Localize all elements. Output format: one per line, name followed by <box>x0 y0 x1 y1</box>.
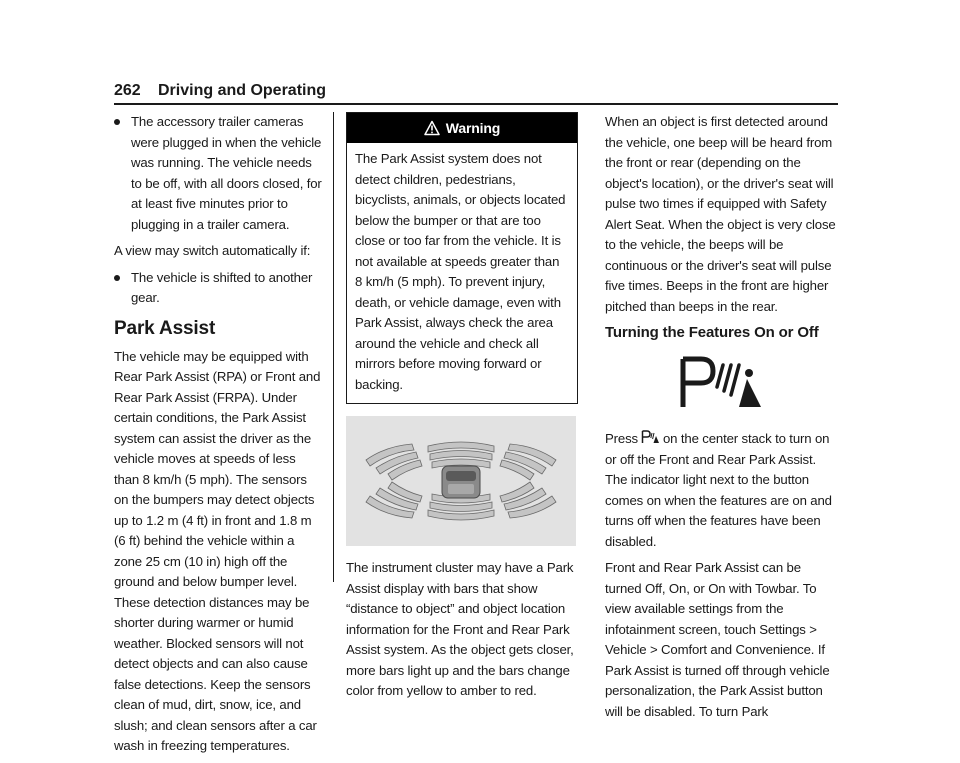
park-assist-icon <box>605 351 837 415</box>
warning-box <box>346 112 578 404</box>
section-title: Driving and Operating <box>158 82 327 99</box>
warning-title: Warning <box>445 119 501 136</box>
column-divider <box>333 112 334 582</box>
bullet-icon <box>114 275 120 281</box>
column-2 <box>346 112 578 708</box>
list-item <box>114 112 324 235</box>
column-3 <box>605 112 838 728</box>
park-assist-icon <box>641 430 659 444</box>
warning-triangle-icon <box>424 120 440 136</box>
section-heading: Park Assist <box>114 317 216 339</box>
paragraph: A view may switch automatically if: <box>114 243 311 258</box>
bullet-icon <box>114 119 120 125</box>
press-word: Press <box>605 431 638 446</box>
list-item-text: The accessory trailer cameras were plugged in when the vehicle was running. The vehicle needs to be off, with all doors closed, for at least five minutes prior to plugging in a trailer camera. <box>131 114 322 232</box>
park-assist-icon-large <box>605 351 837 415</box>
page-number: 262 <box>114 82 141 99</box>
park-assist-bars-diagram <box>346 416 576 546</box>
park-assist-display-graphic <box>346 416 576 546</box>
list-item <box>114 268 324 309</box>
paragraph: The vehicle may be equipped with Rear Park Assist (RPA) or Front and Rear Park Assist (FRPA). Under certain conditions, the Park Assist system can assist the driver as the vehicle moves at speeds of less than 8 km/h (5 mph). The sensors on the bumpers may detect objects up to 1.2 m (4 ft) in front and 1.8 m (6 ft) behind the vehicle within a zone 25 cm (10 in) high off the ground and below bumper level. These detection distances may be shorter during warmer or humid weather. Blocked sensors will not detect objects and can also cause false detections. Keep the sensors clean of mud, dirt, snow, ice, and slush; and clean sensors after a car wash in freezing temperatures. <box>114 348 321 753</box>
paragraph <box>605 429 838 552</box>
warning-text: The Park Assist system does not detect children, pedestrians, bicyclists, animals, or objects located below the bumper or that are too close or too far from the vehicle. It is not available at speeds greater than 8 km/h (5 mph). To prevent injury, death, or vehicle damage, even with Park Assist, always check the area around the vehicle and check all mirrors before moving forward or backing. <box>355 151 566 392</box>
list-item-text: The vehicle is shifted to another gear. <box>131 269 313 305</box>
press-instruction: on the center stack to turn on or off the Front and Rear Park Assist. The indicator light next to the button comes on when the features are on and turns off when the features have been disabled. <box>605 431 832 549</box>
column-1 <box>114 112 324 763</box>
warning-title-bar <box>347 113 577 143</box>
paragraph: Front and Rear Park Assist can be turned Off, On, or On with Towbar. To view available settings from the infotainment screen, touch Settings > Vehicle > Comfort and Convenience. If Park Assist is turned off through vehicle personalization, the Park Assist button will be disabled. To turn Park <box>605 560 830 719</box>
paragraph: When an object is first detected around the vehicle, one beep will be heard from the front or rear (depending on the object's location), or the driver's seat will pulse two times if equipped with Safety Alert Seat. When the object is very close to the vehicle, the beeps will be continuous or the driver's seat will pulse five times. Beeps in the front are higher pitched than beeps in the rear. <box>605 114 836 314</box>
paragraph: The instrument cluster may have a Park Assist display with bars that show “distance to object” and object location information for the Front and Rear Park Assist system. As the object gets closer, more bars light up and the bars change color from yellow to amber to red. <box>346 560 574 698</box>
header-rule <box>114 103 838 105</box>
subsection-heading: Turning the Features On or Off <box>605 324 819 341</box>
page-header <box>114 82 838 104</box>
